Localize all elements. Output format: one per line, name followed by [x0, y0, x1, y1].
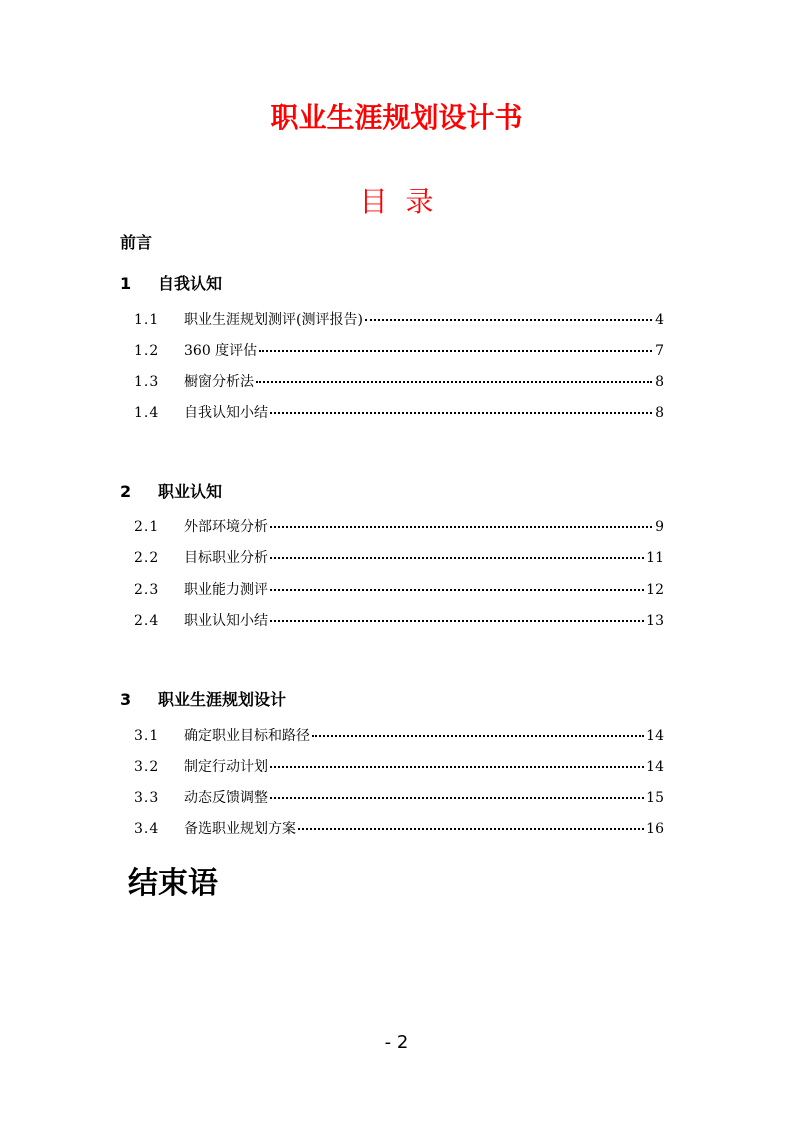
toc-entry-1-3 [134, 371, 664, 393]
entry-label: 备选职业规划方案 [184, 821, 296, 837]
entry-page: 8 [655, 405, 664, 421]
toc-heading: 目录 [359, 185, 452, 218]
entry-number: 2.1 [134, 519, 160, 535]
entry-number: 2.3 [134, 582, 160, 598]
entry-label: 制定行动计划 [184, 759, 268, 775]
entry-number: 1.1 [134, 312, 160, 328]
dot-leader [312, 725, 644, 737]
entry-page: 16 [646, 821, 664, 837]
entry-page: 15 [646, 790, 664, 806]
dot-leader [259, 340, 652, 352]
chapter-title: 职业认知 [158, 482, 223, 501]
toc-entry-3-4 [134, 818, 664, 840]
dot-leader [256, 371, 652, 383]
toc-chapter-1 [120, 272, 222, 296]
entry-number: 1.2 [134, 343, 160, 359]
entry-number: 2.4 [134, 613, 160, 629]
entry-label: 橱窗分析法 [184, 374, 254, 390]
toc-preface: 前言 [120, 233, 153, 252]
entry-page: 14 [646, 728, 664, 744]
entry-page: 8 [655, 374, 664, 390]
entry-page: 13 [646, 613, 664, 629]
document-title: 职业生涯规划设计书 [270, 101, 523, 134]
entry-label: 职业生涯规划测评(测评报告) [184, 312, 363, 328]
toc-closing: 结束语 [128, 866, 218, 901]
dot-leader [270, 756, 644, 768]
entry-number: 1.4 [134, 405, 160, 421]
entry-number: 3.2 [134, 759, 160, 775]
entry-page: 4 [655, 312, 664, 328]
dot-leader [298, 818, 644, 830]
page-number: - 2 [384, 1032, 409, 1053]
entry-label: 职业认知小结 [184, 613, 268, 629]
dot-leader [270, 787, 644, 799]
entry-label: 360 度评估 [184, 343, 258, 359]
entry-label: 动态反馈调整 [184, 790, 268, 806]
dot-leader [270, 610, 644, 622]
entry-label: 自我认知小结 [184, 405, 268, 421]
toc-entry-3-1 [134, 725, 664, 747]
entry-label: 目标职业分析 [184, 550, 268, 566]
dot-leader [270, 547, 644, 559]
toc-entry-1-4 [134, 402, 664, 424]
toc-chapter-3 [120, 688, 286, 712]
entry-number: 3.4 [134, 821, 160, 837]
chapter-number: 1 [120, 274, 132, 293]
toc-chapter-2 [120, 480, 222, 504]
toc-entry-2-3 [134, 579, 664, 601]
entry-label: 外部环境分析 [184, 519, 268, 535]
entry-label: 职业能力测评 [184, 582, 268, 598]
toc-entry-1-2 [134, 340, 664, 362]
toc-entry-2-1 [134, 516, 664, 538]
entry-page: 7 [655, 343, 664, 359]
dot-leader [270, 516, 652, 528]
dot-leader [270, 579, 644, 591]
toc-entry-3-3 [134, 787, 664, 809]
entry-number: 1.3 [134, 374, 160, 390]
toc-entry-3-2 [134, 756, 664, 778]
chapter-number: 2 [120, 482, 132, 501]
entry-label: 确定职业目标和路径 [184, 728, 310, 744]
entry-number: 3.1 [134, 728, 160, 744]
entry-page: 11 [646, 550, 664, 566]
dot-leader [365, 309, 652, 321]
entry-page: 12 [646, 582, 664, 598]
toc-entry-1-1 [134, 309, 664, 331]
dot-leader [270, 402, 652, 414]
chapter-title: 自我认知 [158, 274, 223, 293]
entry-number: 2.2 [134, 550, 160, 566]
toc-entry-2-4 [134, 610, 664, 632]
chapter-title: 职业生涯规划设计 [158, 690, 287, 709]
entry-page: 14 [646, 759, 664, 775]
entry-number: 3.3 [134, 790, 160, 806]
entry-page: 9 [655, 519, 664, 535]
chapter-number: 3 [120, 690, 132, 709]
toc-entry-2-2 [134, 547, 664, 569]
